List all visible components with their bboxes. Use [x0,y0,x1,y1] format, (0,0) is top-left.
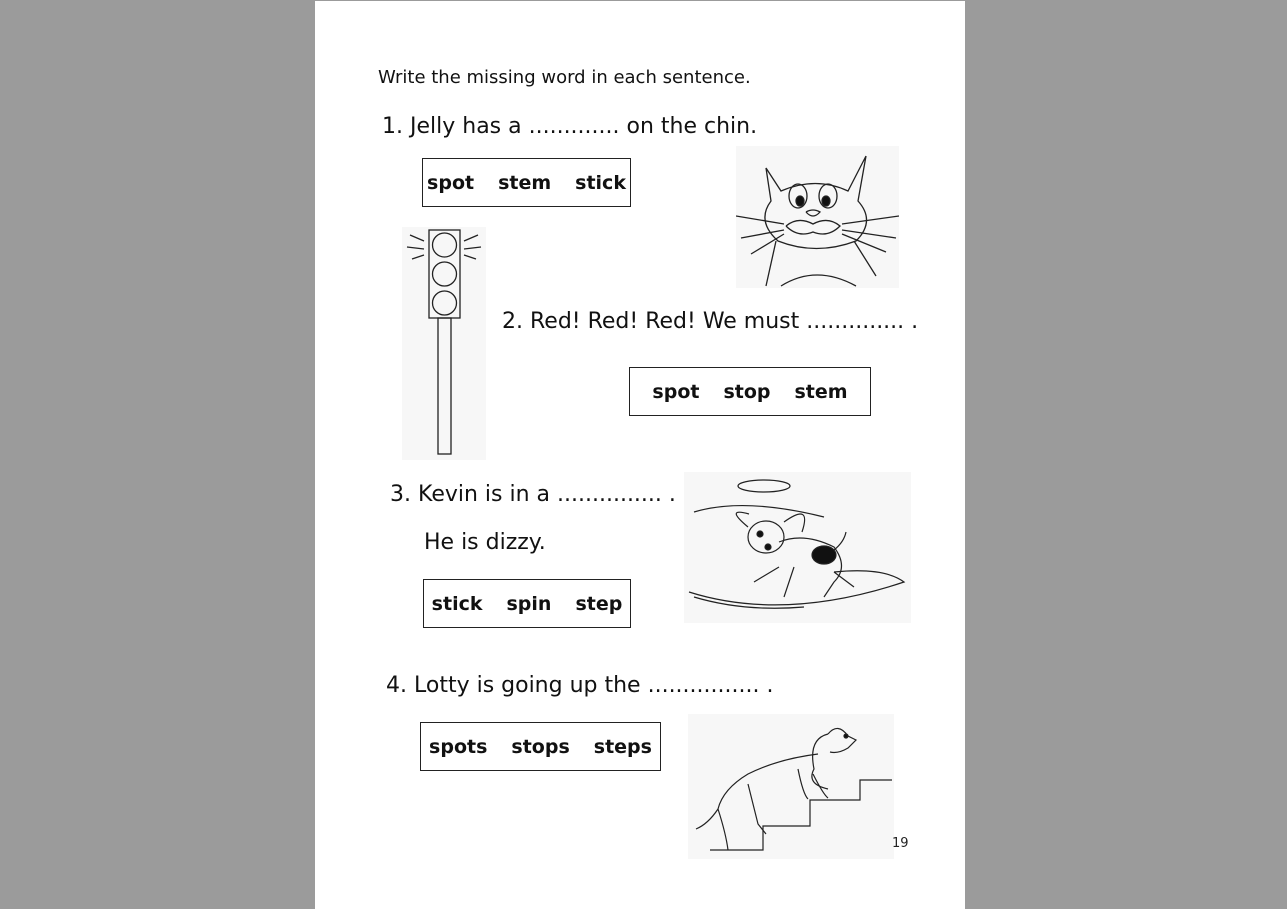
question-2-sentence: 2. Red! Red! Red! We must .............. . [502,309,919,334]
traffic-light-illustration [402,227,486,460]
worksheet-page [315,1,965,909]
option-word: stem [794,380,848,403]
question-4-options [420,722,661,771]
question-3-sentence: 3. Kevin is in a ............... . [390,482,676,507]
option-word: step [575,592,623,615]
question-4-sentence: 4. Lotty is going up the ................ . [386,673,774,698]
cat-illustration [736,146,899,288]
page-number: 19 [892,836,909,851]
question-1-sentence: 1. Jelly has a ............. on the chin. [382,114,758,139]
option-word: steps [593,735,652,758]
question-3-options [423,579,631,628]
option-word: stem [498,171,552,194]
question-2-options [629,367,871,416]
option-word: stick [431,592,483,615]
instruction-text: Write the missing word in each sentence. [378,67,751,88]
question-3-line2: He is dizzy. [424,530,546,555]
option-word: stops [511,735,570,758]
question-1-options [422,158,631,207]
option-word: spots [429,735,488,758]
option-word: stop [723,380,771,403]
option-word: stick [575,171,626,194]
option-word: spot [652,380,700,403]
option-word: spin [506,592,552,615]
option-word: spot [427,171,475,194]
spinning-dog-illustration [684,472,911,623]
dog-climbing-steps-illustration [688,714,894,859]
